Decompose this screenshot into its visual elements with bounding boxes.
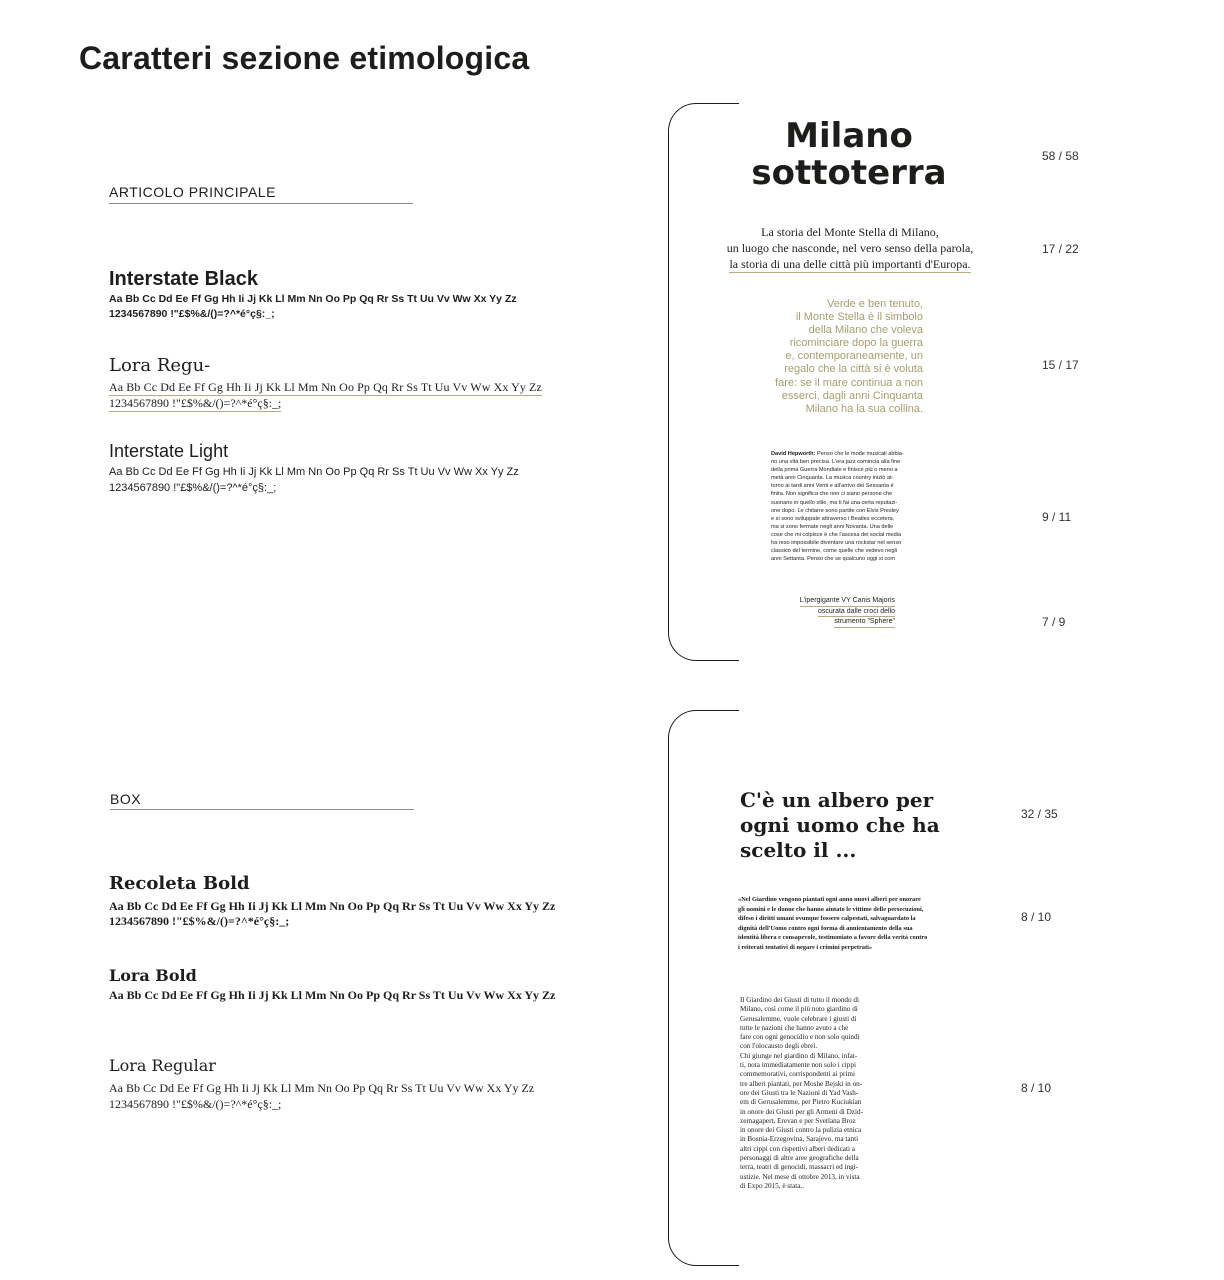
box-body-line: Milano, così come il più noto giardino di bbox=[740, 1005, 858, 1014]
section-label-principale: ARTICOLO PRINCIPALE bbox=[109, 184, 276, 200]
ratio-label: 8 / 10 bbox=[1021, 1081, 1052, 1095]
caption-line: L'ipergigante VY Canis Majoris bbox=[800, 596, 895, 607]
box-body bbox=[740, 996, 890, 1191]
box-body-line: terra, teatri di genocidi, massacri ed ingi- bbox=[740, 1163, 859, 1172]
body-line: anni Settanta. Penso che se qualcuno oggi si com bbox=[771, 556, 896, 563]
ratio-label: 7 / 9 bbox=[1042, 615, 1066, 629]
specimen-alphabet-lora-bold: Aa Bb Cc Dd Ee Ff Gg Hh Ii Jj Kk Ll Mm Nn Oo Pp Qq Rr Ss Tt Uu Vv Ww Xx Yy Zz bbox=[109, 988, 556, 1002]
body-line: ma si sono fermate negli anni Novanta. Una delle bbox=[771, 523, 894, 530]
preview-intro bbox=[712, 224, 988, 273]
pullquote-line: e, contemporaneamente, un bbox=[785, 350, 923, 363]
body-line: metà anni Cinquanta. La musica country iniziò at- bbox=[771, 475, 894, 482]
box-body-line: di Expo 2015, è stata.. bbox=[740, 1181, 805, 1190]
page-title: Caratteri sezione etimologica bbox=[79, 40, 530, 76]
preview-headline bbox=[738, 118, 960, 192]
box-body-line: Chi giunge nel giardino di Milano, infat- bbox=[740, 1051, 858, 1060]
specimen-glyphs-interstate-light: 1234567890 !"£$%&/()=?^*é°ç§:_; bbox=[109, 482, 277, 494]
box-quote-line: difeso i diritti umani ovunque fossero calpestati, salvaguardato la bbox=[738, 915, 916, 922]
body-line: finita. Non significa che non ci siano persone che bbox=[771, 491, 893, 498]
body-line: cose che mi colpisce è che l'ascesa dei social media bbox=[771, 531, 902, 538]
preview-intro-line: un luogo che nasconde, nel vero senso della parola, bbox=[726, 241, 974, 255]
specimen-glyphs-recoleta-bold: 1234567890 !"£$%&/()=?^*é°ç§:_; bbox=[109, 914, 290, 928]
specimen-glyphs-interstate-black: 1234567890 !"£$%&/()=?^*é°ç§:_; bbox=[109, 308, 275, 320]
pullquote-line: fare: se il mare continua a non bbox=[775, 376, 923, 389]
box-quote-line: gli uomini e le donne che hanno aiutato le vittime delle persecuzioni, bbox=[738, 905, 924, 913]
box-quote bbox=[738, 895, 983, 952]
preview-intro-line: La storia del Monte Stella di Milano, bbox=[761, 225, 939, 239]
box-body-line: em di Gerusalemme, per Pietro Kuciukian bbox=[740, 1098, 862, 1107]
pullquote-line: della Milano che voleva bbox=[808, 324, 923, 337]
box-body-line: fare con ogni genocidio e non solo quindi bbox=[740, 1033, 860, 1042]
box-body-line: commemorativi, corrispondenti ai primi bbox=[740, 1070, 855, 1079]
specimen-name-recoleta-bold: Recoleta Bold bbox=[109, 873, 250, 894]
preview-headline-line: sottoterra bbox=[751, 153, 947, 193]
body-author: David Hepworth: bbox=[771, 451, 816, 457]
ratio-label: 8 / 10 bbox=[1021, 910, 1052, 924]
body-line: suonano in quello stile, ma ti fai una certa reputazi- bbox=[771, 499, 898, 506]
caption-line: strumento "Sphere" bbox=[834, 617, 895, 628]
box-headline-line: C'è un albero per bbox=[740, 788, 934, 812]
box-body-line: zernagapert, Erevan e per Svetlana Broz bbox=[740, 1116, 856, 1125]
body-line: no una vita ben precisa. L'era jazz comincia alla fine bbox=[771, 459, 901, 466]
box-quote-line: «Nel Giardino vengono piantati ogni anno nuovi alberi per onorare bbox=[738, 896, 921, 903]
preview-bracket-box bbox=[668, 710, 739, 1266]
body-line: della prima Guerra Mondiale e finisce più o meno a bbox=[771, 467, 898, 474]
box-quote-line: dignità dell'Uomo contro ogni forma di annientamento della sua bbox=[738, 924, 913, 932]
specimen-alphabet-interstate-light: Aa Bb Cc Dd Ee Ff Gg Hh Ii Jj Kk Ll Mm Nn Oo Pp Qq Rr Ss Tt Uu Vv Ww Xx Yy Zz bbox=[109, 466, 519, 478]
ratio-label: 15 / 17 bbox=[1042, 358, 1079, 372]
specimen-name-interstate-light: Interstate Light bbox=[109, 441, 229, 461]
pullquote-line: ricominciare dopo la guerra bbox=[789, 337, 923, 350]
box-body-line: ore dei Giusti tra le Nazioni di Yad Vash- bbox=[740, 1088, 859, 1097]
section-rule-box bbox=[110, 809, 414, 810]
specimen-name-interstate-black: Interstate Black bbox=[109, 268, 258, 290]
box-body-line: personaggi di altre aree geografiche della bbox=[740, 1154, 859, 1163]
box-headline-line: scelto il ... bbox=[740, 838, 857, 862]
specimen-glyphs-lora-regular: 1234567890 !"£$%&/()=?^*é°ç§:_; bbox=[109, 396, 282, 410]
box-headline bbox=[740, 788, 970, 863]
caption-line: oscurata dalle croci dello bbox=[818, 607, 895, 618]
preview-intro-line: la storia di una delle città più importanti d'Europa. bbox=[729, 257, 971, 271]
body-line: torno ai tardi anni Venti e all'arrivo dei Sessanta è bbox=[771, 483, 894, 490]
box-quote-line: identità libera e consapevole, testimoniato a favore della verità contro bbox=[738, 934, 928, 941]
box-body-line: con l'olocausto degli ebrei. bbox=[740, 1042, 818, 1051]
ratio-label: 9 / 11 bbox=[1042, 510, 1072, 524]
specimen-alphabet-lora-regular: Aa Bb Cc Dd Ee Ff Gg Hh Ii Jj Kk Ll Mm Nn Oo Pp Qq Rr Ss Tt Uu Vv Ww Xx Yy Zz bbox=[109, 380, 542, 394]
section-label-box: BOX bbox=[110, 791, 142, 807]
specimen-alphabet-interstate-black: Aa Bb Cc Dd Ee Ff Gg Hh Ii Jj Kk Ll Mm Nn Oo Pp Qq Rr Ss Tt Uu Vv Ww Xx Yy Zz bbox=[109, 293, 517, 305]
specimen-glyphs-lora-regular-box: 1234567890 !"£$%&/()=?^*é°ç§:_; bbox=[109, 1097, 282, 1111]
box-body-line: Gerusalemme, vuole celebrare i giusti di bbox=[740, 1014, 857, 1023]
box-body-line: in Bosnia-Erzegovina, Sarajevo, ma tanti bbox=[740, 1135, 859, 1144]
ratio-label: 32 / 35 bbox=[1021, 807, 1058, 821]
section-rule-principale bbox=[109, 203, 413, 204]
box-body-line: Il Giardino dei Giusti di tutto il mondo di bbox=[740, 996, 859, 1004]
box-body-line: ti, nota immediatamente non solo i cippi bbox=[740, 1061, 856, 1070]
specimen-name-lora-bold: Lora Bold bbox=[109, 966, 197, 985]
box-body-line: altri cippi con rispettivi alberi dedicati a bbox=[740, 1144, 855, 1153]
preview-body bbox=[771, 450, 935, 563]
box-body-line: tre alberi piantati, per Moshe Bejski in on- bbox=[740, 1079, 863, 1088]
box-body-line: ustizie. Nel mese di ottobre 2013, in vista bbox=[740, 1172, 860, 1181]
box-body-line: in onore dei Giusti per gli Armeni di Dzid- bbox=[740, 1107, 863, 1116]
pullquote-line: esserci, dagli anni Cinquanta bbox=[781, 389, 923, 402]
box-body-line: in onore dei Giusti contro la pulizia etnica bbox=[740, 1126, 862, 1135]
specimen-alphabet-lora-regular-box: Aa Bb Cc Dd Ee Ff Gg Hh Ii Jj Kk Ll Mm Nn Oo Pp Qq Rr Ss Tt Uu Vv Ww Xx Yy Zz bbox=[109, 1081, 535, 1095]
ratio-label: 17 / 22 bbox=[1042, 242, 1079, 256]
ratio-label: 58 / 58 bbox=[1042, 149, 1079, 163]
box-body-line: tutte le nazioni che hanno avuto a che bbox=[740, 1023, 849, 1032]
specimen-name-lora-regular-box: Lora Regular bbox=[109, 1056, 216, 1075]
preview-headline-line: Milano bbox=[785, 116, 913, 156]
preview-bracket-principale bbox=[668, 103, 739, 661]
pullquote-line: regalo che la città si è voluta bbox=[784, 363, 923, 376]
pullquote-line: il Monte Stella è il simbolo bbox=[795, 311, 923, 324]
body-line: one dopo. Le chitarre sono partite con Elvis Presley bbox=[771, 507, 899, 514]
body-line: classico del termine, come quelle che vedevo negli bbox=[771, 548, 897, 555]
body-line: David Hepworth: Penso che le mode musicali abbia- bbox=[771, 451, 904, 457]
box-headline-line: ogni uomo che ha bbox=[740, 813, 940, 837]
specimen-alphabet-recoleta-bold: Aa Bb Cc Dd Ee Ff Gg Hh Ii Jj Kk Ll Mm Nn Oo Pp Qq Rr Ss Tt Uu Vv Ww Xx Yy Zz bbox=[109, 899, 556, 913]
preview-caption bbox=[770, 596, 895, 628]
pullquote-line: Verde e ben tenuto, bbox=[826, 298, 923, 310]
preview-pullquote bbox=[740, 298, 923, 416]
body-line: e si sono sviluppate attraverso i Beatles eccetera, bbox=[771, 515, 895, 522]
specimen-name-lora-regular: Lora Regu- bbox=[109, 355, 211, 376]
body-line: ha reso impossibile diventare una rockstar nel senso bbox=[771, 540, 902, 547]
box-quote-line: i reiterati tentativi di negare i crimini perpetrati» bbox=[738, 943, 873, 951]
pullquote-line: Milano ha la sua collina. bbox=[805, 402, 923, 415]
